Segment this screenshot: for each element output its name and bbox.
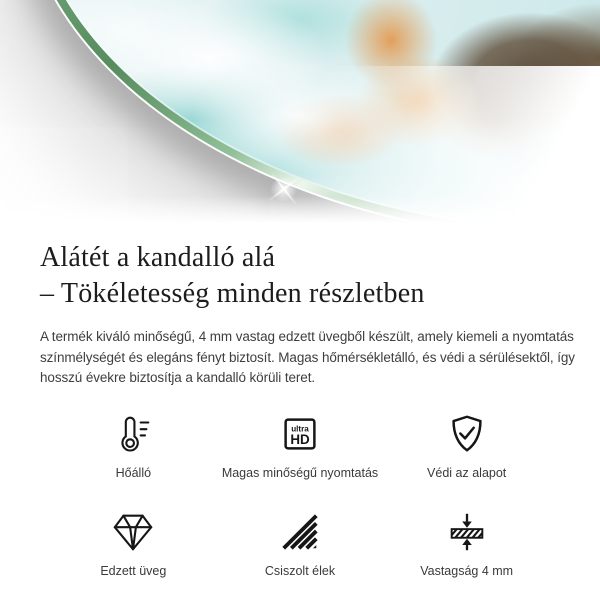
product-headline (40, 240, 560, 312)
feature-heat-resistant (50, 411, 217, 481)
feature-thickness (383, 509, 550, 579)
headline-line-1: Alátét a kandalló alá (40, 242, 276, 273)
ultra-hd-badge-icon (277, 411, 323, 457)
feature-grid (40, 411, 560, 579)
feature-high-quality-print (217, 411, 384, 481)
ultra-hd-badge-bottom-text: HD (290, 431, 310, 447)
headline-line-2: – Tökéletesség minden részletben (40, 278, 425, 309)
feature-label: Vastagság 4 mm (420, 563, 514, 578)
feature-label: Csiszolt élek (264, 563, 336, 578)
feature-tempered-glass (50, 509, 217, 579)
feature-polished-edges (217, 509, 384, 579)
thickness-arrows-icon (444, 509, 490, 555)
diamond-icon (110, 509, 156, 555)
feature-label: Védi az alapot (427, 465, 507, 480)
polished-edges-icon (277, 509, 323, 555)
feature-label: Magas minőségű nyomtatás (221, 465, 379, 480)
photo-bottom-fade (0, 196, 600, 226)
feature-label: Edzett üveg (100, 563, 167, 578)
shield-check-icon (444, 411, 490, 457)
product-photo (0, 0, 600, 226)
thermometer-icon (110, 411, 156, 457)
feature-protects-base (383, 411, 550, 481)
product-copy (0, 226, 600, 579)
feature-label: Hőálló (115, 465, 152, 480)
product-description: A termék kiváló minőségű, 4 mm vastag edzett üvegből készült, amely kiemeli a nyomtatás színmélységét és elegáns fényt biztosít. Magas hőmérsékletálló, és védi a sérülésektől, így hosszú évekre biztosítja a kandalló körüli teret. (40, 329, 575, 385)
ultra-hd-badge-top-text: ultra (291, 424, 309, 434)
